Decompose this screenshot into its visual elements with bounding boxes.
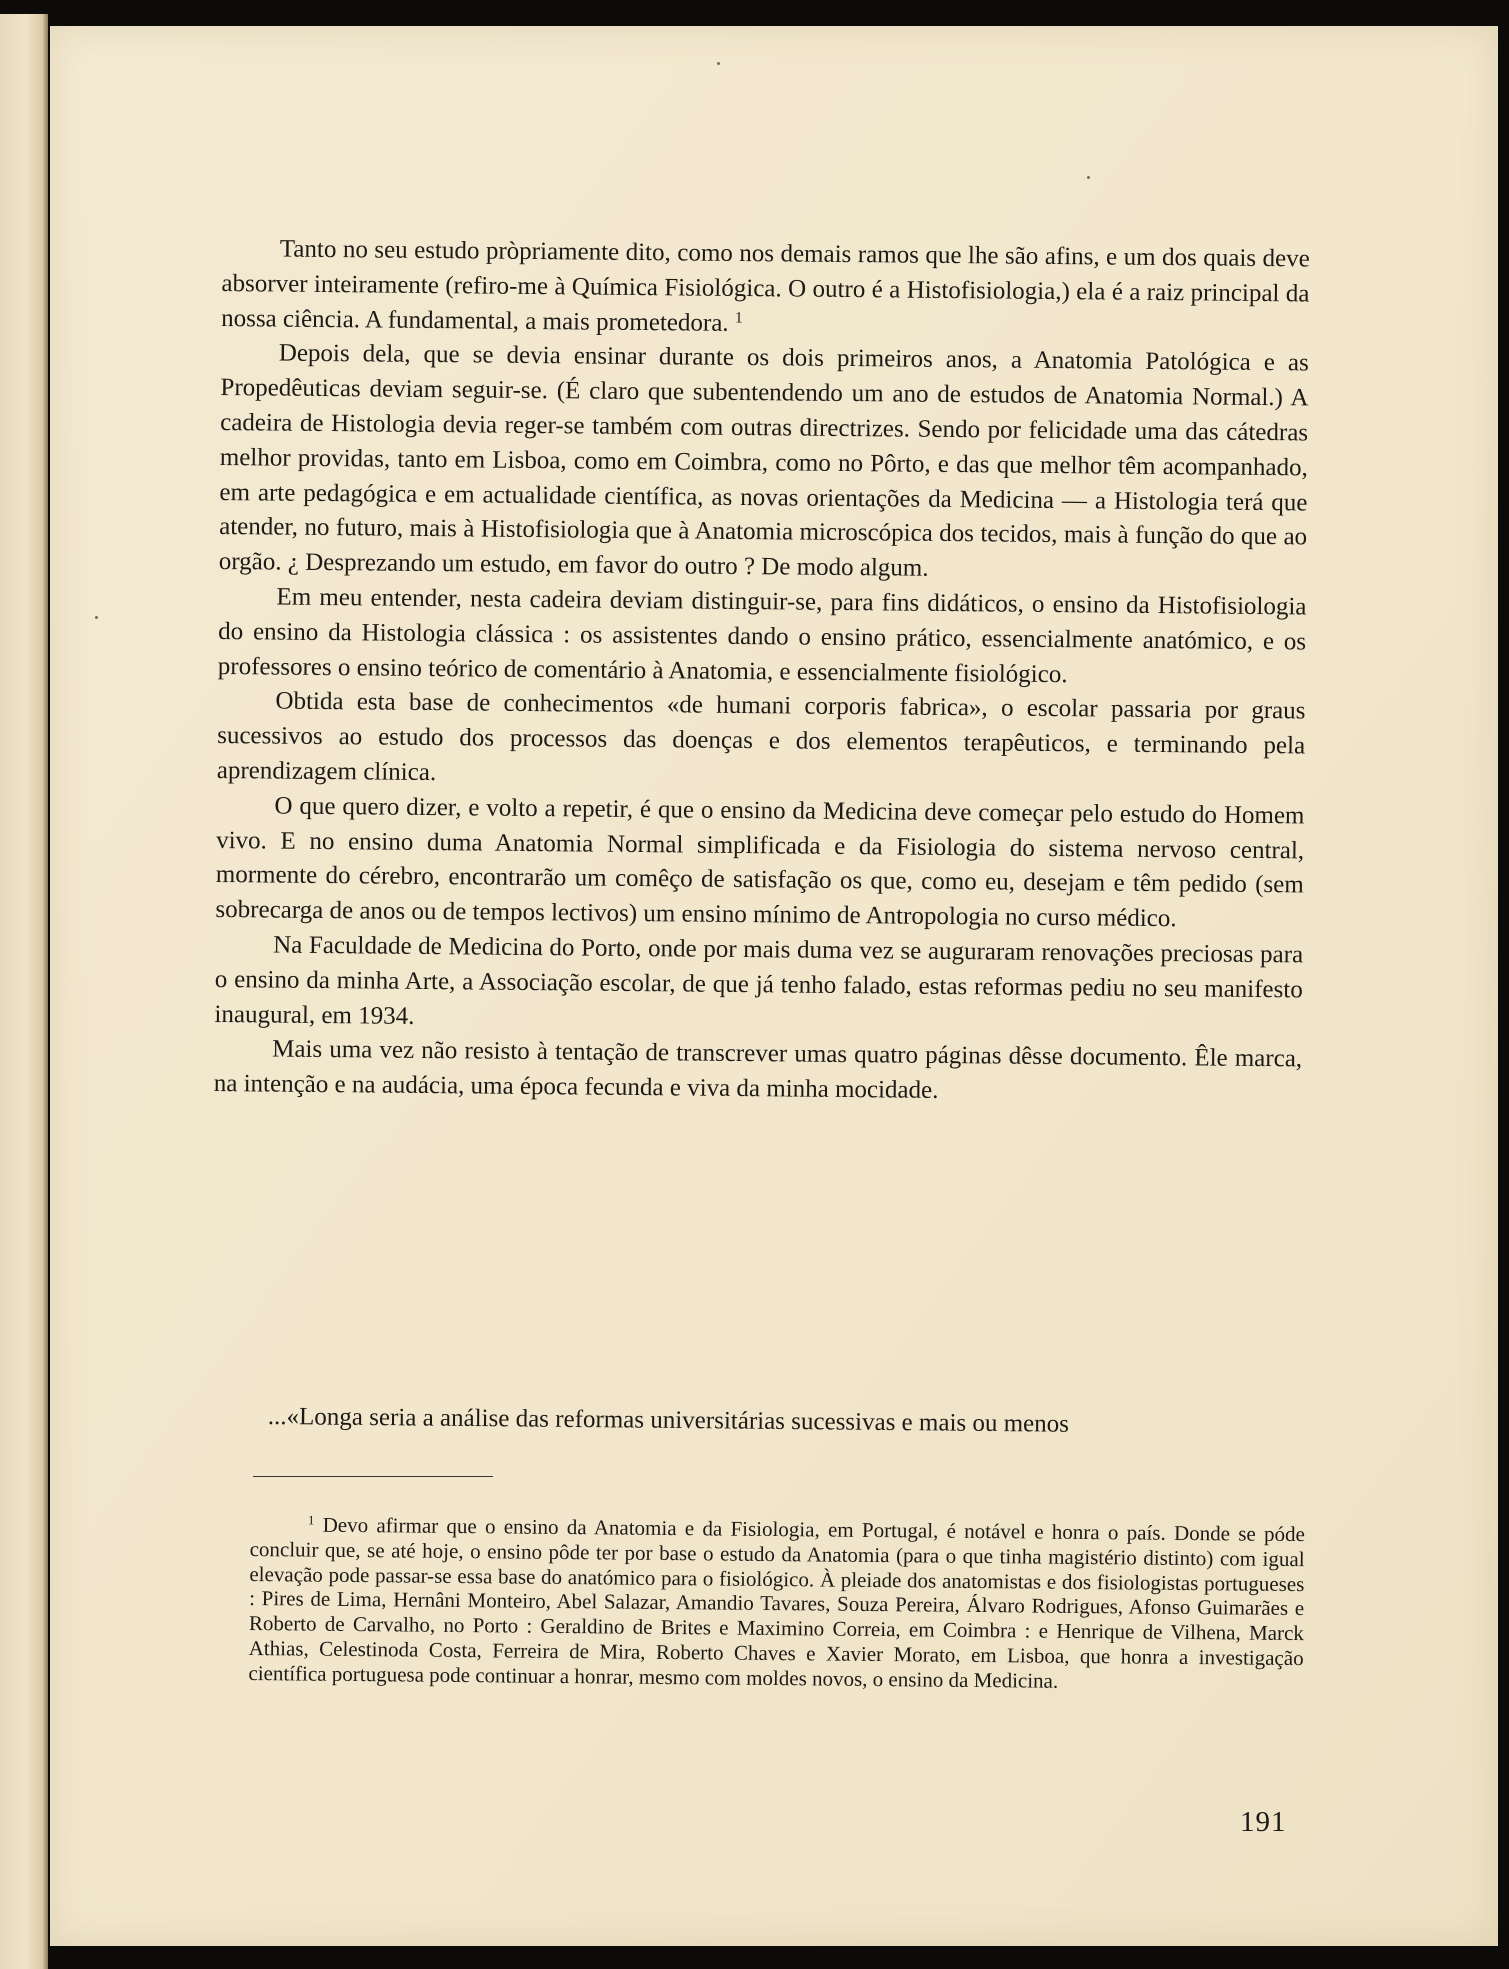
footnote-divider (253, 1476, 493, 1477)
paragraph: Obtida esta base de conhecimentos «de humani corporis fabrica», o escolar passaria por graus sucessivos ao estudo dos processos das doenças e dos elementos terapêuticos, e terminando pela aprendizagem clínica. (216, 687, 1306, 787)
book-page (50, 26, 1498, 1946)
footnote-paragraph (248, 1512, 1305, 1696)
footnote-text: Devo afirmar que o ensino da Anatomia e da Fisiologia, em Portugal, é notável e honra o país. Donde se póde concluir que, se até hoje, o ensino pôde ter por base o estudo da Anatomia (para o que tinha magistério distinto) com igual elevação pode passar-se essa base do anatómico para o fisiológico. À pleiade dos anatomistas e dos fisiologistas portugueses : Pires de Lima, Hernâni Monteiro, Abel Salazar, Amandio Tavares, Souza Pereira, Álvaro Rodrigues, Afonso Guimarães e Roberto de Carvalho, no Porto : Geraldino de Brites e Maximino Correia, em Coimbra : e Henrique de Vilhena, Marck Athias, Celestinoda Costa, Ferreira de Mira, Roberto Chaves e Xavier Morato, em Lisboa, que honra a investigação científica portuguesa pode continuar a honrar, mesmo com moldes novos, o ensino da Medicina. (248, 1512, 1305, 1693)
footnote-reference: 1 (734, 309, 743, 327)
footnote-marker: 1 (307, 1512, 315, 1528)
paragraph: Na Faculdade de Medicina do Porto, onde por mais duma vez se auguraram renovações preciosas para o ensino da minha Arte, a Associação escolar, de que já tenho falado, estas reformas pediu no seu manifesto inaugural, em 1934. (214, 931, 1304, 1030)
paragraph: Tanto no seu estudo pròpriamente dito, como nos demais ramos que lhe são afins, e um dos quais deve absorver inteiramente (refiro-me à Química Fisiológica. O outro é a Histofisiologia,) ela é a raiz principal da nossa ciência. A fundamental, a mais prometedora. $^1$ (221, 235, 1310, 337)
paragraph: Mais uma vez não resisto à tentação de transcrever umas quatro páginas dêsse documento. Êle marca, na intenção e na audácia, uma época fecunda e viva da minha mocidade. (213, 1035, 1303, 1105)
paragraph: Depois dela, que se devia ensinar durante os dois primeiros anos, a Anatomia Patológica e as Propedêuticas deviam seguir-se. (É claro que subentendendo um ano de estudos de Anatomia Normal.) A cadeira de Histologia devia reger-se também com outras directrizes. Sendo por felicidade uma das cátedras melhor providas, tanto em Lisboa, como em Coimbra, como no Pôrto, e das que melhor têm acompanhado, em arte pedagógica e em actualidade científica, as novas orientações da Medicina — a Histologia terá que atender, no futuro, mais à Histofisiologia que à Anatomia microscópica dos tecidos, mais à função do que ao orgão. ¿ Desprezando um estudo, em favor do outro ? De modo algum. (218, 339, 1309, 582)
page-number: 191 (1240, 1806, 1287, 1838)
paper-speck (717, 62, 720, 65)
paper-speck (1087, 176, 1090, 179)
footnote (248, 1512, 1305, 1696)
quotation-start: ...«Longa seria a análise das reformas universitárias sucessivas e mais ou menos (267, 1402, 1070, 1438)
paragraph: O que quero dizer, e volto a repetir, é que o ensino da Medicina deve começar pelo estudo do Homem vivo. E no ensino duma Anatomia Normal simplificada e da Fisiologia do sistema nervoso central, mormente do cérebro, encontrarão um comêço de satisfação os que, como eu, desejam e têm pedido (sem sobrecarga de anos ou de tempos lectivos) um ensino mínimo de Antropologia no curso médico. (215, 792, 1305, 933)
paragraph: Em meu entender, nesta cadeira deviam distinguir-se, para fins didáticos, o ensino da Histofisiologia do ensino da Histologia clássica : os assistentes dando o ensino prático, essencialmente anatómico, e os professores o ensino teórico de comentário à Anatomia, e essencialmente fisiológico. (217, 583, 1307, 688)
facing-page-edge (0, 14, 48, 1969)
body-text (214, 232, 1310, 1112)
paper-speck (95, 616, 98, 619)
